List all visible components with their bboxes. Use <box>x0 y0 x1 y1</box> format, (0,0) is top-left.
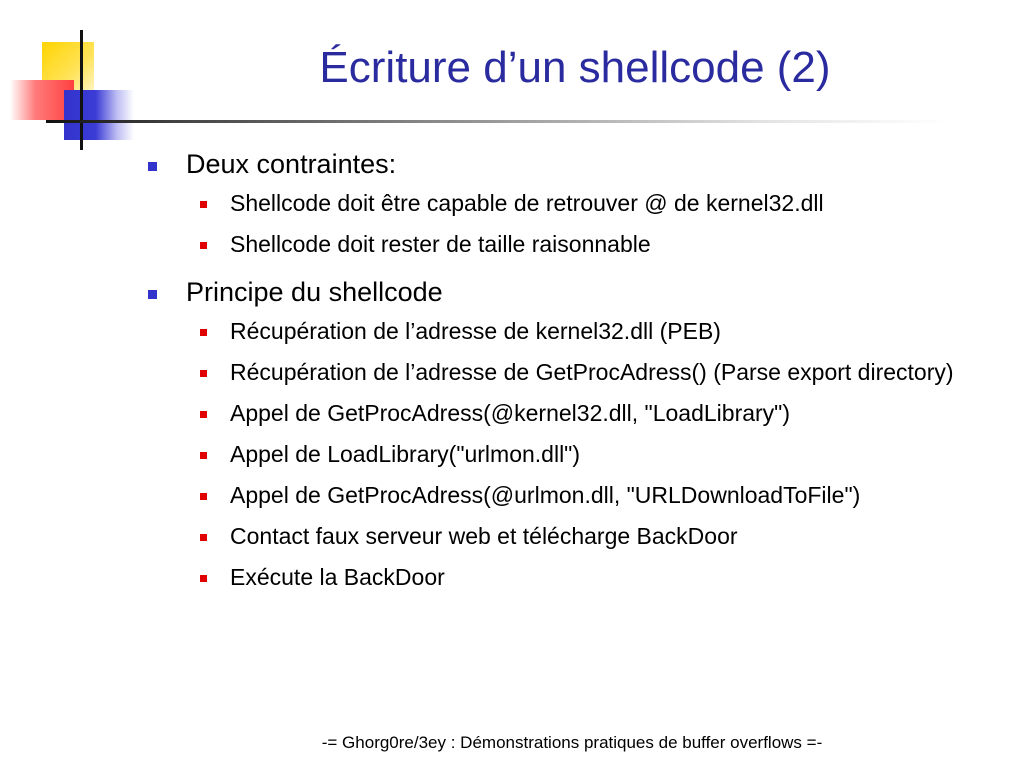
bullet-text: Deux contraintes: <box>186 149 397 179</box>
slide-content <box>148 145 1008 602</box>
sub-bullet-list <box>186 187 1008 261</box>
sub-bullet-text: Contact faux serveur web et télécharge BackDoor <box>230 523 738 549</box>
bullet-list <box>148 145 1008 594</box>
slide-footer: -= Ghorg0re/3ey : Démonstrations pratiques de buffer overflows =- <box>321 733 823 752</box>
red-square-bullet-icon <box>200 575 207 582</box>
sub-bullet-item <box>186 187 1008 220</box>
sub-bullet-item <box>186 315 1008 348</box>
red-square-bullet-icon <box>200 201 207 208</box>
logo-blue-square <box>64 90 134 140</box>
sub-bullet-item <box>186 520 1008 553</box>
sub-bullet-list <box>186 315 1008 594</box>
blue-square-bullet-icon <box>148 290 157 299</box>
sub-bullet-item <box>186 356 1008 389</box>
logo-vertical-line <box>80 30 83 150</box>
sub-bullet-text: Récupération de l’adresse de kernel32.dll (PEB) <box>230 318 721 344</box>
sub-bullet-item <box>186 479 1008 512</box>
slide-title: Écriture d’un shellcode (2) <box>319 43 831 92</box>
red-square-bullet-icon <box>200 242 207 249</box>
sub-bullet-text: Shellcode doit être capable de retrouver @ de kernel32.dll <box>230 190 824 216</box>
slide-logo-icon <box>0 0 150 160</box>
sub-bullet-text: Shellcode doit rester de taille raisonnable <box>230 231 651 257</box>
sub-bullet-text: Exécute la BackDoor <box>230 564 445 590</box>
bullet-item <box>148 273 1008 594</box>
red-square-bullet-icon <box>200 493 207 500</box>
title-underline <box>46 120 946 123</box>
red-square-bullet-icon <box>200 329 207 336</box>
sub-bullet-text: Appel de LoadLibrary("urlmon.dll") <box>230 441 581 467</box>
blue-square-bullet-icon <box>148 162 157 171</box>
sub-bullet-item <box>186 228 1008 261</box>
red-square-bullet-icon <box>200 370 207 377</box>
sub-bullet-text: Récupération de l’adresse de GetProcAdress() (Parse export directory) <box>230 359 954 385</box>
sub-bullet-text: Appel de GetProcAdress(@kernel32.dll, "LoadLibrary") <box>230 400 791 426</box>
red-square-bullet-icon <box>200 411 207 418</box>
sub-bullet-item <box>186 397 1008 430</box>
sub-bullet-item <box>186 438 1008 471</box>
sub-bullet-text: Appel de GetProcAdress(@urlmon.dll, "URLDownloadToFile") <box>230 482 861 508</box>
red-square-bullet-icon <box>200 452 207 459</box>
sub-bullet-item <box>186 561 1008 594</box>
bullet-text: Principe du shellcode <box>186 277 443 307</box>
red-square-bullet-icon <box>200 534 207 541</box>
bullet-item <box>148 145 1008 261</box>
